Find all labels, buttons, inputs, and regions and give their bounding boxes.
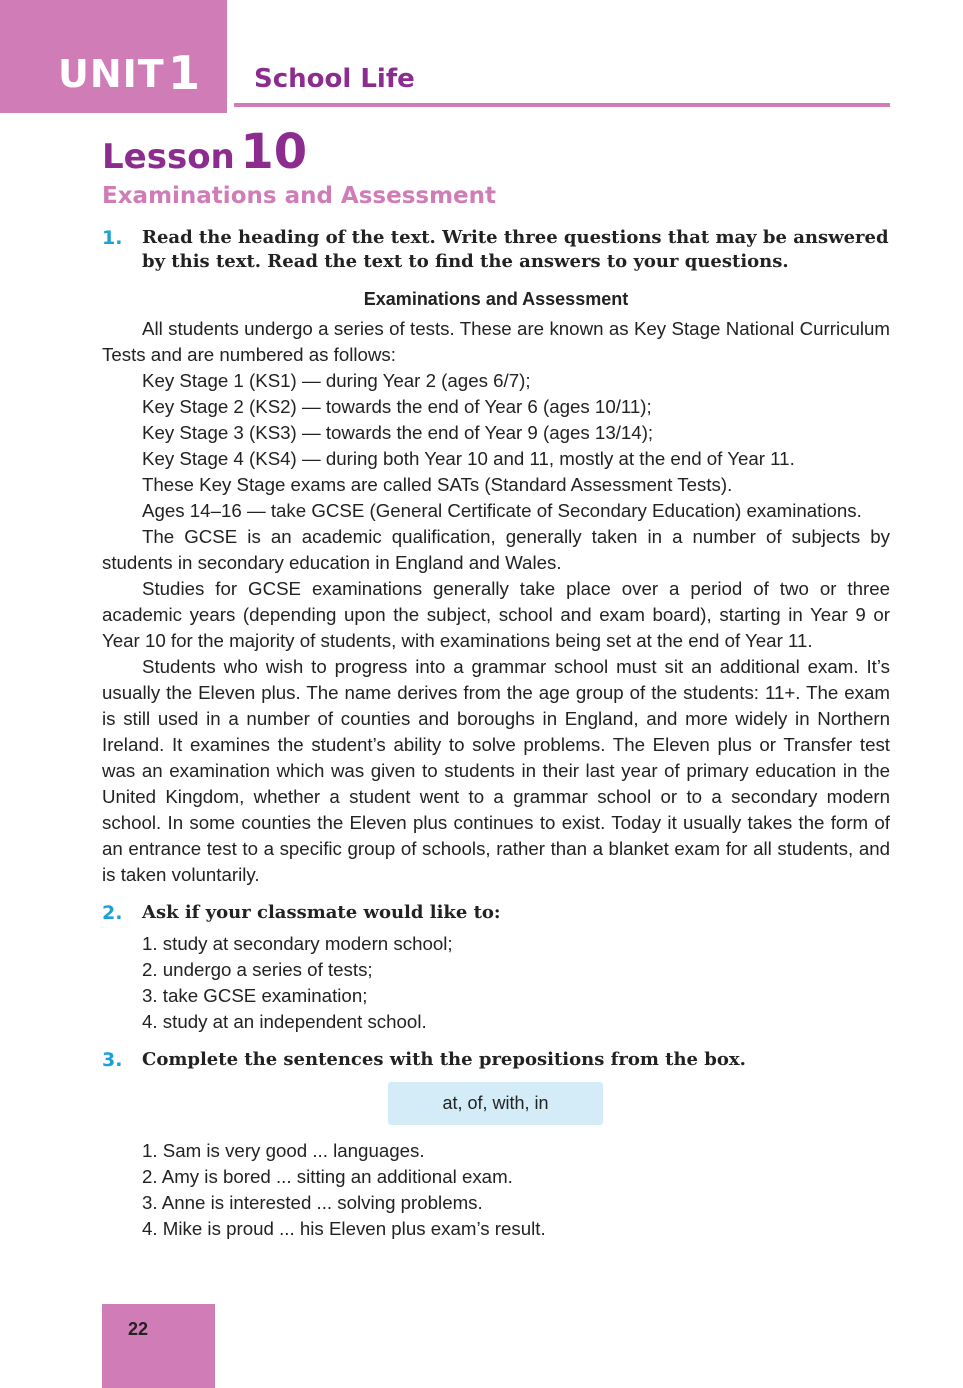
paragraph-eleven-plus: Students who wish to progress into a grammar school must sit an additional exam. It’s usually the Eleven plus. The name derives from the age group of the students: 11+. The exam is still used in a number of counties and boroughs in England, and more widely in Northern Ireland. It examines the student’s ability to solve problems. The Eleven plus or Transfer test was an examination which was given to students in their last year of primary education in the United Kingdom, whether a student went to a grammar school or to a secondary modern school. In some counties the Eleven plus continues to exist. Today it usually takes the form of an entrance test to a specific group of schools, rather than a blanket exam for all students, and is taken voluntarily. xyxy=(102,656,890,885)
task-3-instruction: Complete the sentences with the prepositions from the box. xyxy=(142,1049,746,1070)
task-2-instruction: Ask if your classmate would like to: xyxy=(142,902,501,923)
key-stage-1: Key Stage 1 (KS1) — during Year 2 (ages 6/7); xyxy=(142,370,531,391)
task-1-instruction: Read the heading of the text. Write three questions that may be answered by this text. Read the text to find the answers to your questions. xyxy=(142,227,889,272)
key-stage-3: Key Stage 3 (KS3) — towards the end of Year 9 (ages 13/14); xyxy=(142,422,654,443)
unit-title: School Life xyxy=(254,64,415,94)
key-stage-4: Key Stage 4 (KS4) — during both Year 10 and 11, mostly at the end of Year 11. xyxy=(142,448,795,469)
task-2-number: 2. xyxy=(102,902,123,924)
paragraph-intro: All students undergo a series of tests. These are known as Key Stage National Curriculum Tests and are numbered as follows: xyxy=(102,318,890,365)
lesson-subtitle: Examinations and Assessment xyxy=(102,183,497,209)
list-item: 4. study at an independent school. xyxy=(142,1011,427,1032)
task-2-list xyxy=(142,931,453,1035)
paragraph-studies: Studies for GCSE examinations generally take place over a period of two or three academic years (depending upon the subject, school and exam board), starting in Year 9 or Year 10 for the majority of students, with examinations being set at the end of Year 11. xyxy=(102,578,890,651)
task-3-list xyxy=(142,1138,546,1242)
list-item: 3. take GCSE examination; xyxy=(142,985,368,1006)
lesson-heading xyxy=(102,124,308,180)
list-item: 4. Mike is proud ... his Eleven plus exam’s result. xyxy=(142,1218,546,1239)
list-item: 2. undergo a series of tests; xyxy=(142,959,373,980)
list-item: 3. Anne is interested ... solving problems. xyxy=(142,1192,483,1213)
task-1-number: 1. xyxy=(102,227,123,249)
lesson-number: 10 xyxy=(240,124,308,180)
paragraph-gcse: The GCSE is an academic qualification, generally taken in a number of subjects by students in secondary education in England and Wales. xyxy=(102,526,890,573)
list-item: 1. Sam is very good ... languages. xyxy=(142,1140,425,1161)
list-item: 1. study at secondary modern school; xyxy=(142,933,453,954)
unit-number: 1 xyxy=(168,46,201,100)
text-title: Examinations and Assessment xyxy=(363,289,629,309)
gcse-line: Ages 14–16 — take GCSE (General Certificate of Secondary Education) examinations. xyxy=(142,500,862,521)
reading-text xyxy=(102,316,890,888)
page-number: 22 xyxy=(128,1319,149,1339)
footer-tab xyxy=(102,1304,215,1388)
unit-label: UNIT xyxy=(58,52,165,96)
key-stage-2: Key Stage 2 (KS2) — towards the end of Year 6 (ages 10/11); xyxy=(142,396,652,417)
sats-line: These Key Stage exams are called SATs (Standard Assessment Tests). xyxy=(142,474,733,495)
prepositions-box: at, of, with, in xyxy=(388,1082,603,1125)
list-item: 2. Amy is bored ... sitting an additional exam. xyxy=(142,1166,513,1187)
header-divider xyxy=(234,103,890,107)
lesson-word: Lesson xyxy=(102,137,235,177)
task-3-number: 3. xyxy=(102,1049,123,1071)
